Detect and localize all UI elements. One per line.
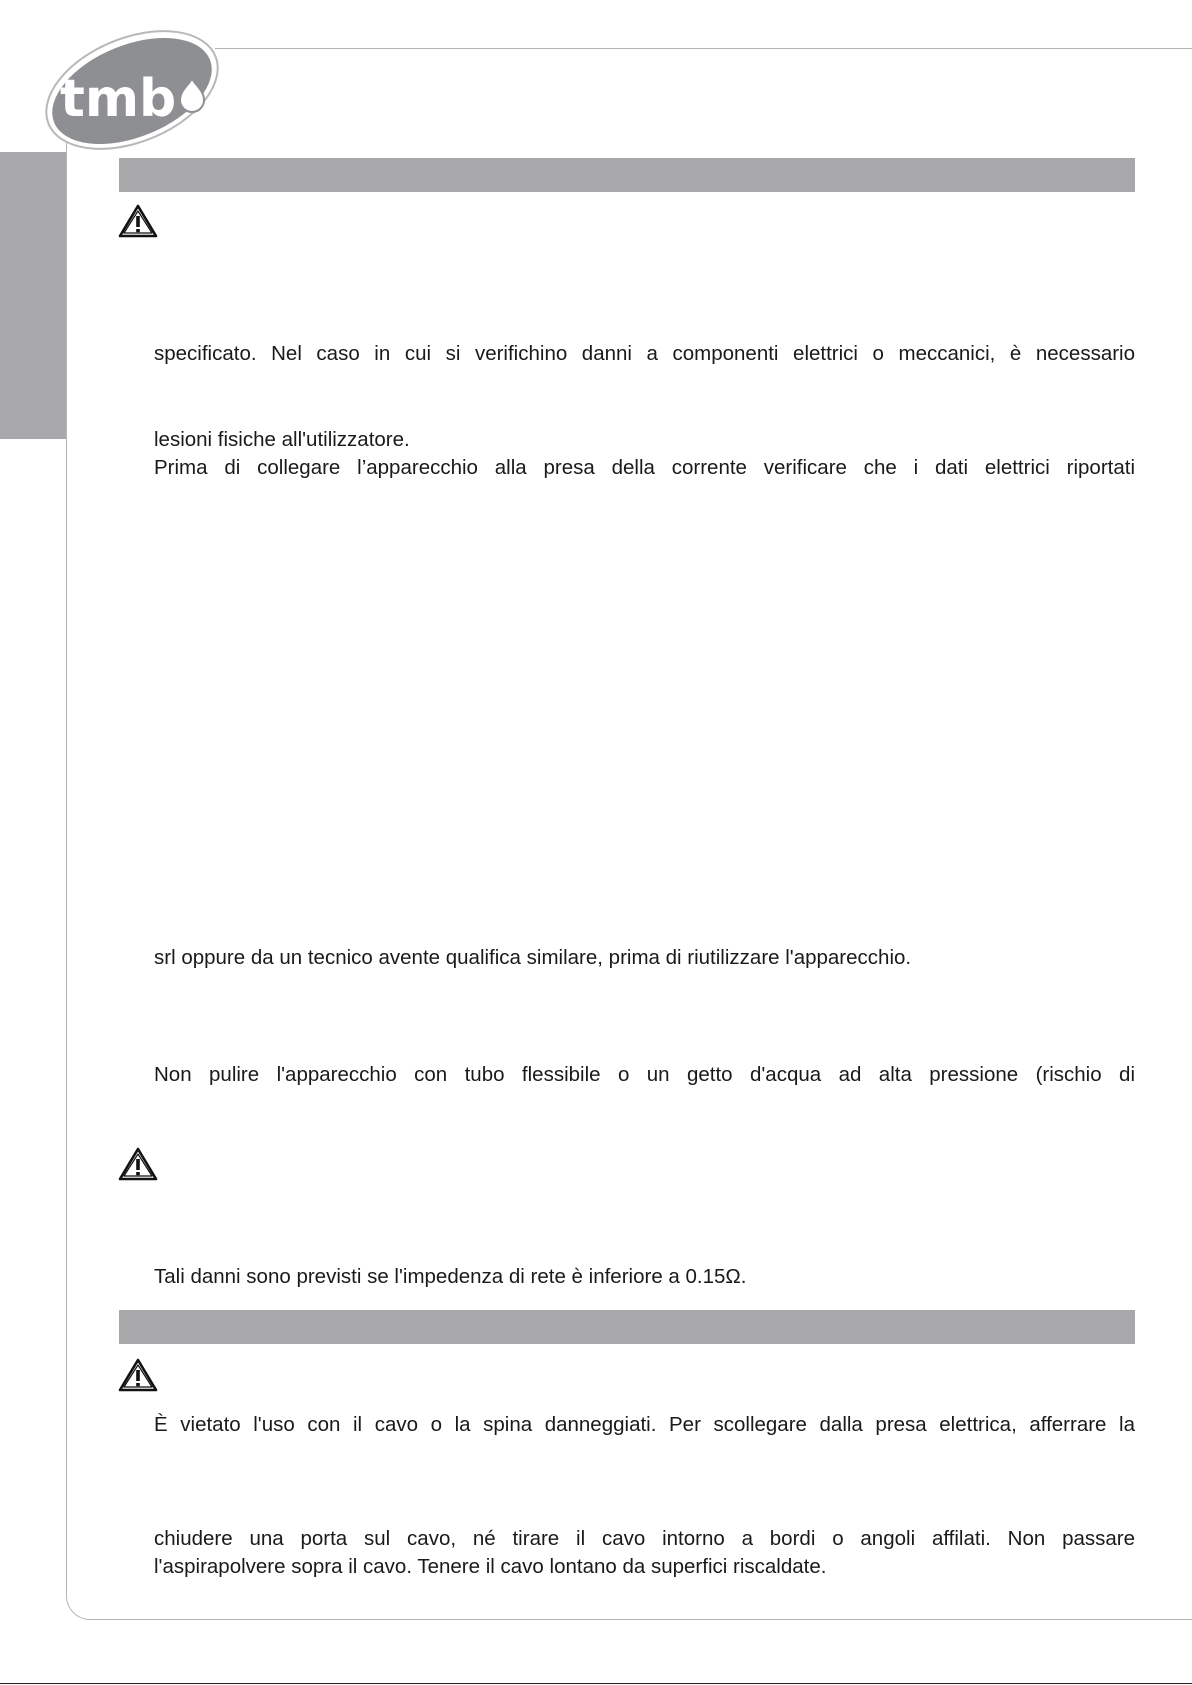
text-line: È vietato l'uso con il cavo o la spina danneggiati. Per scollegare dalla presa elettrica, afferrare la xyxy=(154,1413,1135,1436)
bottom-rule xyxy=(0,1683,1192,1684)
text-line: Non pulire l'apparecchio con tubo flessibile o un getto d'acqua ad alta pressione (rischio di xyxy=(154,1063,1135,1086)
tmb-logo xyxy=(40,28,225,153)
section-header-bar-1 xyxy=(119,158,1135,192)
warning-triangle-icon xyxy=(117,203,159,239)
side-tab xyxy=(0,152,66,439)
text-line: lesioni fisiche all'utilizzatore. xyxy=(154,428,410,451)
logo-text: tmb xyxy=(60,69,177,129)
text-line: chiudere una porta sul cavo, né tirare il cavo intorno a bordi o angoli affilati. Non passare xyxy=(154,1527,1135,1550)
warning-triangle-icon xyxy=(117,1146,159,1182)
text-line: specificato. Nel caso in cui si verifichino danni a componenti elettrici o meccanici, è necessario xyxy=(154,342,1135,365)
text-line: l'aspirapolvere sopra il cavo. Tenere il cavo lontano da superfici riscaldate. xyxy=(154,1555,827,1578)
text-line: srl oppure da un tecnico avente qualifica similare, prima di riutilizzare l'apparecchio. xyxy=(154,946,912,969)
text-line: Prima di collegare l’apparecchio alla presa della corrente verificare che i dati elettrici riportati xyxy=(154,456,1135,479)
section-header-bar-2 xyxy=(119,1310,1135,1344)
warning-triangle-icon xyxy=(117,1357,159,1393)
text-line: Tali danni sono previsti se l'impedenza di rete è inferiore a 0.15Ω. xyxy=(154,1265,747,1288)
header-rule xyxy=(215,48,1192,49)
